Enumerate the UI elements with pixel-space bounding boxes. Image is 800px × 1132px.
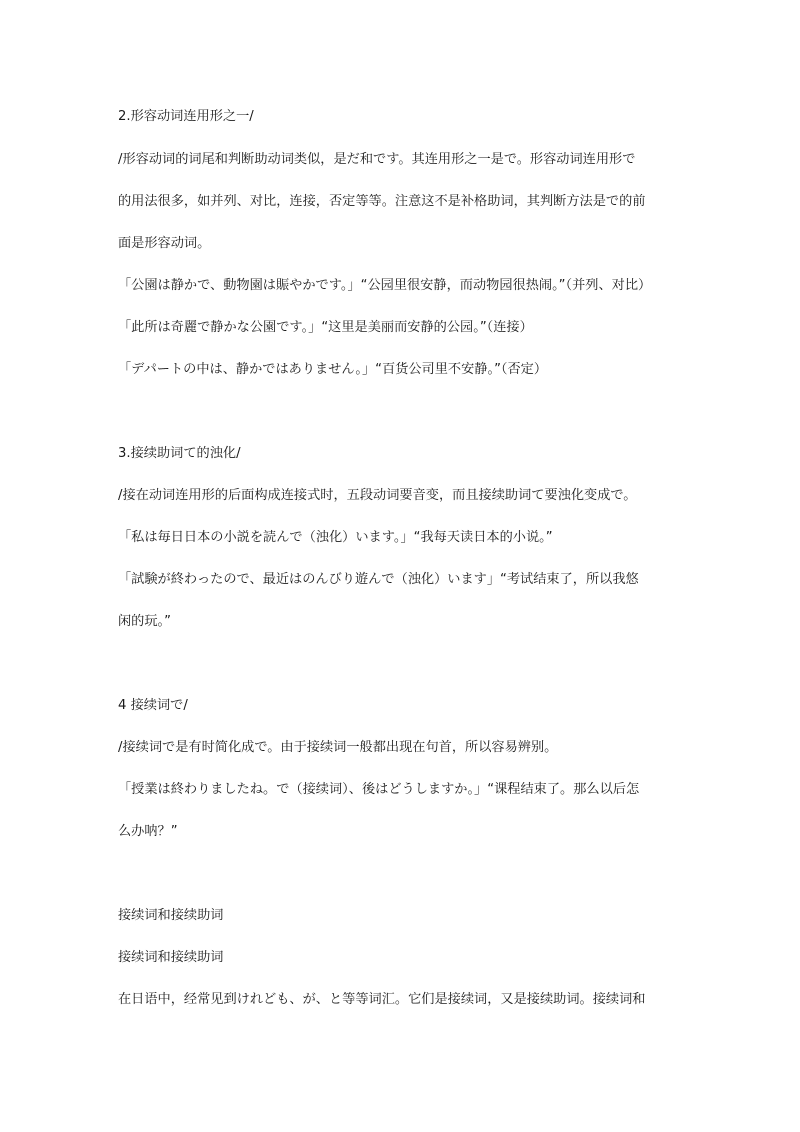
section-2-body-line-1: /形容动词的词尾和判断助动词类似，是だ和です。其连用形之一是で。形容动词连用形で [118, 152, 636, 167]
section-3-example-2-line-1: 「試験が終わったので、最近はのんびり遊んで（浊化）います」“考试结束了，所以我悠 [118, 572, 639, 587]
section-3-heading: 3.接续助词て的浊化/ [118, 446, 241, 461]
section-5-heading-1: 接续词和接续助词 [118, 908, 224, 923]
section-3-example-2-line-2: 闲的玩。” [118, 614, 171, 629]
section-2-example-2: 「此所は奇麗で静かな公園です。」“这里是美丽而安静的公园。”（连接） [118, 320, 533, 335]
section-2-heading: 2.形容动词连用形之一/ [118, 109, 254, 124]
section-3-body-line-1: /接在动词连用形的后面构成连接式时，五段动词要音变，而且接续助词て要浊化变成で。 [118, 488, 637, 503]
section-2-body-line-3: 面是形容动词。 [118, 236, 211, 251]
section-4-body-line-1: /接续词で是有时简化成で。由于接续词一般都出现在句首，所以容易辨别。 [118, 740, 558, 755]
section-5-heading-2: 接续词和接续助词 [118, 950, 224, 965]
section-2-example-3: 「デパートの中は、静かではありません。」“百货公司里不安静。”（否定） [118, 362, 548, 377]
section-3-example-1: 「私は毎日日本の小説を読んで（浊化）います。」“我每天读日本的小说。” [118, 530, 553, 545]
section-5-body-line-1: 在日语中，经常见到けれども、が、と等等词汇。它们是接续词，又是接续助词。接续词和 [118, 992, 646, 1007]
section-4-heading: 4 接续词で/ [118, 698, 188, 713]
section-2-example-1: 「公園は静かで、動物園は賑やかです。」“公园里很安静，而动物园很热闹。”（并列、对比） [118, 278, 652, 293]
section-2-body-line-2: 的用法很多，如并列、对比，连接，否定等等。注意这不是补格助词，其判断方法是で的前 [118, 194, 646, 209]
section-4-example-1-line-1: 「授業は終わりましたね。で（接续词）、後はどうしますか。」“课程结束了。那么以后怎 [118, 782, 640, 797]
section-4-example-1-line-2: 么办呐？” [118, 824, 178, 839]
